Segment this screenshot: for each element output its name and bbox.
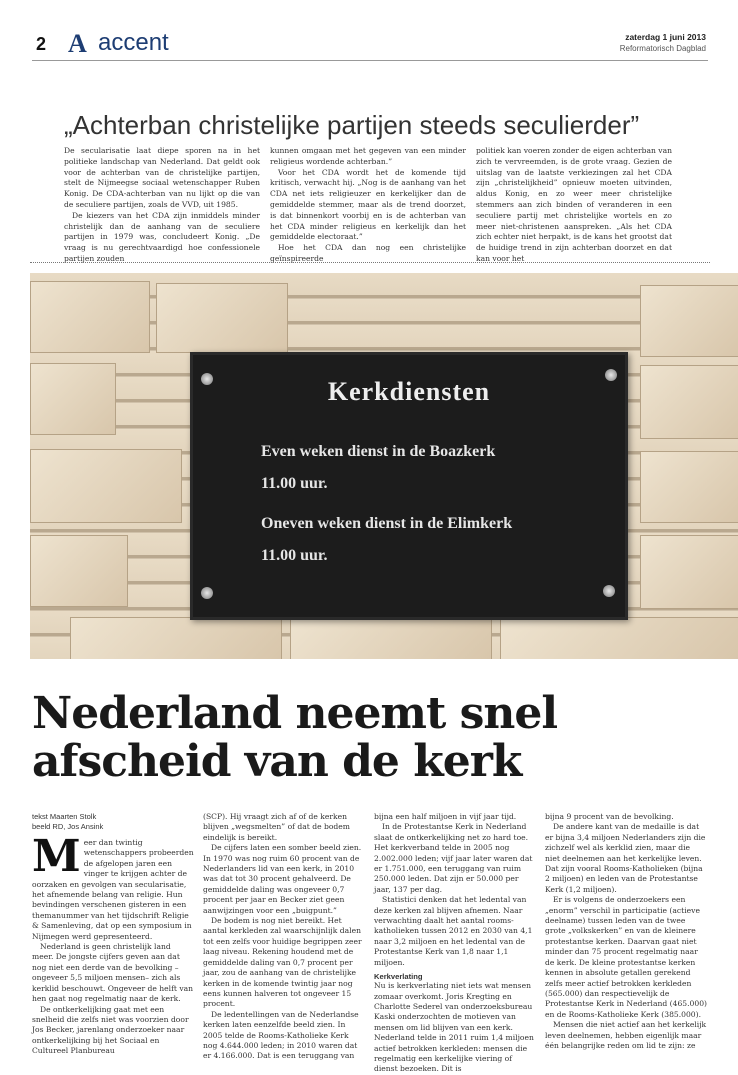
- paragraph: De andere kant van de medaille is dat er bijna 3,4 miljoen Nederlanders zijn die zichzelf wel als kerklid zien, maar die niet deelnemen aan het kerkelijke leven. Dat zijn vooral Rooms-Katholieken (bijna 2 miljoen) en leden van de Protestantse Kerk (1,2 miljoen).: [545, 822, 706, 894]
- paragraph: Statistici denken dat het ledental van deze kerken zal blijven afnemen. Naar verwachting daalt het aantal rooms-katholieken tussen 2012 en 2030 van 4,1 naar 3,2 miljoen en het ledental van de Protestantse Kerk van 1,8 naar 1,1 miljoen.: [374, 895, 533, 967]
- paragraph: De bodem is nog niet bereikt. Het aantal kerkleden zal waarschijnlijk dalen tot een zelfs voor huidige begrippen zeer laag niveau. Rekening houdend met de gemiddelde daling van 0,7 procent per jaar, zou de aanhang van de christelijke kerken in de komende twintig jaar nog eens kunnen halveren tot ongeveer 15 procent.: [203, 916, 362, 1009]
- main-headline: Nederland neemt snel afscheid van de kerk: [32, 688, 558, 787]
- top-article-headline: „Achterban christelijke partijen steeds seculierder”: [64, 110, 640, 140]
- article-credits: [32, 812, 103, 832]
- paragraph: bijna 9 procent van de bevolking.: [545, 812, 674, 821]
- paragraph: Nederland is geen christelijk land meer. De jongste cijfers geven aan dat nog niet een derde van de bevolking –ongeveer 5,5 miljoen mensen– zich als kerklid beschouwt. Ongeveer de helft van hen gaat nog regelmatig naar de kerk.: [32, 942, 194, 1004]
- paragraph: Mensen die niet actief aan het kerkelijk leven deelnemen, hebben eigenlijk maar één belangrijke reden om lid te zijn: ze: [545, 1020, 707, 1050]
- church-service-sign: [190, 352, 628, 620]
- sign-line: Even weken dienst in de Boazkerk: [261, 443, 496, 460]
- sign-line: Oneven weken dienst in de Elimkerk: [261, 515, 513, 532]
- paragraph: In de Protestantse Kerk in Nederland slaat de ontkerkelijking net zo hard toe. Het kerkverband telde in 2005 nog 2.002.000 leden; vijf jaar later waren dat er 1.751.000, een teruggang van ruim 250.000 leden. Dat zijn er 50.000 per jaar, 137 per dag.: [374, 822, 533, 894]
- sign-title: Kerkdiensten: [327, 377, 491, 406]
- newspaper-name: Reformatorisch Dagblad: [619, 44, 706, 53]
- issue-date: zaterdag 1 juni 2013: [625, 32, 706, 42]
- paragraph: (SCP). Hij vraagt zich af of de kerken blijven „wegsmelten” of dat de bodem eindelijk is bereikt.: [203, 812, 350, 842]
- drop-cap: M: [32, 831, 81, 882]
- main-article-column-2: [203, 812, 365, 1062]
- sign-line: 11.00 uur.: [261, 547, 328, 564]
- main-article-column-1: [32, 831, 194, 1057]
- main-article-column-4: [545, 812, 707, 1051]
- paragraph: De ontkerkelijking gaat met een snelheid die zelfs niet was voorzien door Jos Becker, jarenlang onderzoeker naar ontkerkelijking bij het Sociaal en Cultureel Planbureau: [32, 1004, 189, 1056]
- top-article-column-1: [64, 146, 260, 265]
- paragraph: kunnen omgaan met het gegeven van een minder religieus wordende achterban.”: [270, 146, 466, 166]
- sign-line: 11.00 uur.: [261, 475, 328, 492]
- paragraph: De secularisatie laat diepe sporen na in het politieke landschap van Nederland. Dat geldt ook voor de achterban van de christelijke partijen, stelt de Nijmeegse sociaal wetenschapper Ruben Konig. De CDA-achterban van nu lijkt op die van de seculiere partijen, zoals de VVD, uit 1985.: [64, 146, 260, 209]
- screw-icon: [603, 585, 615, 597]
- paragraph: eer dan twintig wetenschappers probeerden de afgelopen jaren een vinger te krijgen achter de oorzaken en gevolgen van secularisatie, het afnemende belang van religie. Hun bevindingen verschenen gisteren in een themanummer van het tijdschrift Religie & Samenleving, dat op een symposium in Nijmegen werd gepresenteerd.: [32, 838, 194, 941]
- main-article-column-3: [374, 812, 536, 1075]
- paragraph: politiek kan voeren zonder de eigen achterban van zich te vervreemden, is de grote vraag. Gezien de uitslag van de laatste verkiezingen zal het CDA zijn „christelijkheid” opnieuw moeten uitvinden, aldus Konig, en zo weer meer christelijke stemmers aan zich binden of veranderen in een seculiere partij met christelijke wortels en zo meer niet-christenen aanspreken. „Als het CDA zich echter niet herpakt, is de kans het grootst dat de huidige trend in zijn achterban doorzet en dat kan voor het: [476, 146, 672, 263]
- photo-credit: beeld RD, Jos Ansink: [32, 822, 104, 831]
- paragraph: Voor het CDA wordt het de komende tijd kritisch, verwacht hij. „Nog is de aanhang van het CDA net iets religieuzer en kerkelijker dan de gemiddelde stemmer, maar als de trend doorzet, is dat binnenkort voorbij en is de achterban van het CDA minder religieus en kerkelijk dan het gemiddelde electoraat.”: [270, 167, 466, 242]
- paragraph: bijna een half miljoen in vijf jaar tijd.: [374, 812, 517, 821]
- paragraph: Hoe het CDA dan nog een christelijke geïnspireerde: [270, 243, 466, 263]
- section-divider: [30, 262, 710, 263]
- screw-icon: [201, 587, 213, 599]
- top-article-column-3: [476, 146, 672, 265]
- paragraph: Nu is kerkverlating niet iets wat mensen zomaar overkomt. Joris Kregting en Charlotte Sederel van onderzoeksbureau Kaski onderzochten de motieven van mensen om lid blijven van een kerk. Nederland telde in 2011 ruim 1,4 miljoen actief betrokken kerkleden: mensen die regelmatig een kerkelijke viering of dienst bezoeken. Dit is: [374, 981, 534, 1074]
- section-title: accent: [98, 29, 169, 56]
- author-credit: tekst Maarten Stolk: [32, 812, 97, 821]
- paragraph: De cijfers laten een somber beeld zien. In 1970 was nog ruim 60 procent van de Nederlanders lid van een kerk, in 2010 was dat tot 30 procent gehalveerd. De gemiddelde daling was ongeveer 0,7 procent per jaar en Becker ziet geen aanwijzingen voor een „buigpunt.”: [203, 843, 362, 915]
- page-header: [32, 28, 708, 61]
- paragraph: De ledentellingen van de Nederlandse kerken laten eenzelfde beeld zien. In 2005 telde de Rooms-Katholieke Kerk nog 4.644.000 leden; in 2010 waren dat er 4.166.000. Dat is een teruggang van: [203, 1009, 359, 1061]
- page-number: 2: [36, 34, 47, 54]
- newspaper-logo: A: [68, 29, 87, 58]
- paragraph: De kiezers van het CDA zijn inmiddels minder christelijk dan de aanhang van de seculiere partijen in 1979 was, concludeert Konig. „De vraag is nu gerechtvaardigd hoe confessionele partijen zouden: [64, 210, 260, 263]
- top-article-column-2: [270, 146, 466, 265]
- subheading: Kerkverlating: [374, 972, 423, 982]
- paragraph: Er is volgens de onderzoekers een „enorm” verschil in participatie (actieve deelname) tussen leden van de twee grote „volkskerken” en van de kleinere protestantse kerken. Daarvan gaat niet minder dan 75 procent regelmatig naar de kerk. De kleine protestantse kerken kennen in absolute getallen gerekend zelfs meer actief betrokken kerkleden (565.000) dan respectievelijk de Protestantse Kerk in Nederland (465.000) en de Rooms-Katholieke Kerk (385.000).: [545, 895, 707, 1019]
